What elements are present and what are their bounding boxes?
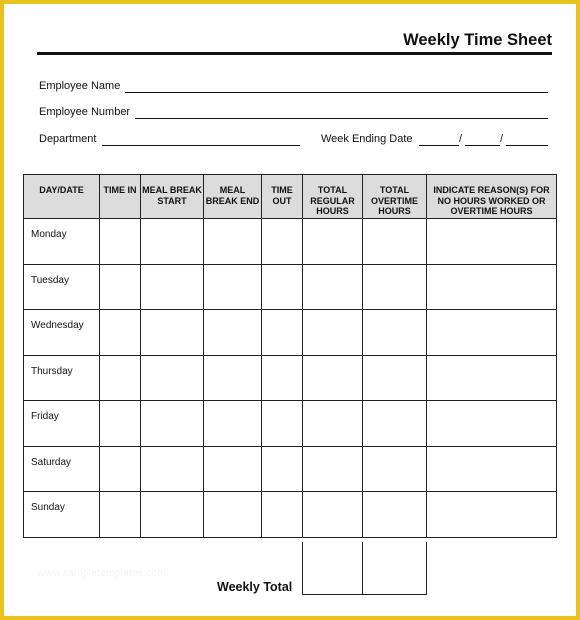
meal-break-end-cell[interactable] — [204, 310, 262, 356]
time-out-cell[interactable] — [262, 310, 303, 356]
department-field[interactable] — [102, 145, 300, 146]
reason-cell[interactable] — [427, 264, 557, 310]
title-divider — [37, 52, 552, 55]
reason-cell[interactable] — [427, 310, 557, 356]
day-label: Monday — [24, 219, 100, 265]
date-separator: / — [459, 133, 463, 145]
weekly-total-regular-cell[interactable] — [302, 542, 363, 595]
total-regular-hours-cell[interactable] — [303, 310, 363, 356]
meal-break-end-cell[interactable] — [204, 492, 262, 538]
meal-break-start-cell[interactable] — [141, 446, 204, 492]
time-in-cell[interactable] — [100, 446, 141, 492]
table-row — [24, 401, 557, 447]
total-regular-hours-cell[interactable] — [303, 355, 363, 401]
department-label: Department — [39, 133, 97, 145]
total-overtime-hours-cell[interactable] — [363, 264, 427, 310]
time-in-cell[interactable] — [100, 219, 141, 265]
meal-break-end-cell[interactable] — [204, 219, 262, 265]
table-row — [24, 492, 557, 538]
employee-name-field[interactable] — [125, 92, 548, 93]
meal-break-start-cell[interactable] — [141, 492, 204, 538]
column-header-total-overtime-hours: TOTAL OVERTIME HOURS — [363, 175, 427, 219]
day-label: Wednesday — [24, 310, 100, 356]
time-in-cell[interactable] — [100, 492, 141, 538]
meal-break-end-cell[interactable] — [204, 401, 262, 447]
week-ending-month-field[interactable] — [419, 145, 459, 146]
column-header-day-date: DAY/DATE — [24, 175, 100, 219]
page-title: Weekly Time Sheet — [403, 31, 552, 49]
table-row — [24, 219, 557, 265]
week-ending-year-field[interactable] — [506, 145, 548, 146]
reason-cell[interactable] — [427, 355, 557, 401]
meal-break-start-cell[interactable] — [141, 264, 204, 310]
time-in-cell[interactable] — [100, 401, 141, 447]
column-header-total-regular-hours: TOTAL REGULAR HOURS — [303, 175, 363, 219]
column-header-reasons: INDICATE REASON(S) FOR NO HOURS WORKED OR OVERTIME HOURS — [427, 175, 557, 219]
meal-break-start-cell[interactable] — [141, 355, 204, 401]
meal-break-end-cell[interactable] — [204, 264, 262, 310]
employee-number-field[interactable] — [135, 118, 548, 119]
total-regular-hours-cell[interactable] — [303, 401, 363, 447]
employee-name-label: Employee Name — [39, 80, 121, 92]
time-in-cell[interactable] — [100, 264, 141, 310]
column-header-meal-break-start: MEAL BREAK START — [141, 175, 204, 219]
table-header-row — [24, 175, 557, 219]
weekly-total-label: Weekly Total — [217, 580, 293, 594]
table-row — [24, 446, 557, 492]
reason-cell[interactable] — [427, 219, 557, 265]
total-regular-hours-cell[interactable] — [303, 264, 363, 310]
time-sheet-page — [4, 4, 576, 616]
week-ending-label: Week Ending Date — [321, 133, 413, 145]
total-overtime-hours-cell[interactable] — [363, 219, 427, 265]
day-label: Thursday — [24, 355, 100, 401]
watermark: www.sampletemplates.com — [38, 568, 167, 579]
date-separator: / — [500, 133, 504, 145]
meal-break-start-cell[interactable] — [141, 310, 204, 356]
meal-break-start-cell[interactable] — [141, 401, 204, 447]
week-ending-day-field[interactable] — [465, 145, 500, 146]
table-row — [24, 264, 557, 310]
time-in-cell[interactable] — [100, 310, 141, 356]
total-overtime-hours-cell[interactable] — [363, 310, 427, 356]
total-overtime-hours-cell[interactable] — [363, 355, 427, 401]
time-out-cell[interactable] — [262, 492, 303, 538]
column-header-time-in: TIME IN — [100, 175, 141, 219]
time-out-cell[interactable] — [262, 401, 303, 447]
table-row — [24, 310, 557, 356]
total-overtime-hours-cell[interactable] — [363, 401, 427, 447]
meal-break-start-cell[interactable] — [141, 219, 204, 265]
time-out-cell[interactable] — [262, 264, 303, 310]
reason-cell[interactable] — [427, 401, 557, 447]
time-out-cell[interactable] — [262, 219, 303, 265]
reason-cell[interactable] — [427, 446, 557, 492]
day-label: Sunday — [24, 492, 100, 538]
weekly-total-overtime-cell[interactable] — [362, 542, 427, 595]
total-overtime-hours-cell[interactable] — [363, 446, 427, 492]
meal-break-end-cell[interactable] — [204, 446, 262, 492]
table-row — [24, 355, 557, 401]
column-header-meal-break-end: MEAL BREAK END — [204, 175, 262, 219]
time-out-cell[interactable] — [262, 355, 303, 401]
meal-break-end-cell[interactable] — [204, 355, 262, 401]
total-regular-hours-cell[interactable] — [303, 492, 363, 538]
total-regular-hours-cell[interactable] — [303, 446, 363, 492]
column-header-time-out: TIME OUT — [262, 175, 303, 219]
total-regular-hours-cell[interactable] — [303, 219, 363, 265]
day-label: Saturday — [24, 446, 100, 492]
time-in-cell[interactable] — [100, 355, 141, 401]
employee-number-label: Employee Number — [39, 106, 131, 118]
time-sheet-table — [23, 174, 557, 538]
day-label: Tuesday — [24, 264, 100, 310]
time-out-cell[interactable] — [262, 446, 303, 492]
total-overtime-hours-cell[interactable] — [363, 492, 427, 538]
reason-cell[interactable] — [427, 492, 557, 538]
day-label: Friday — [24, 401, 100, 447]
